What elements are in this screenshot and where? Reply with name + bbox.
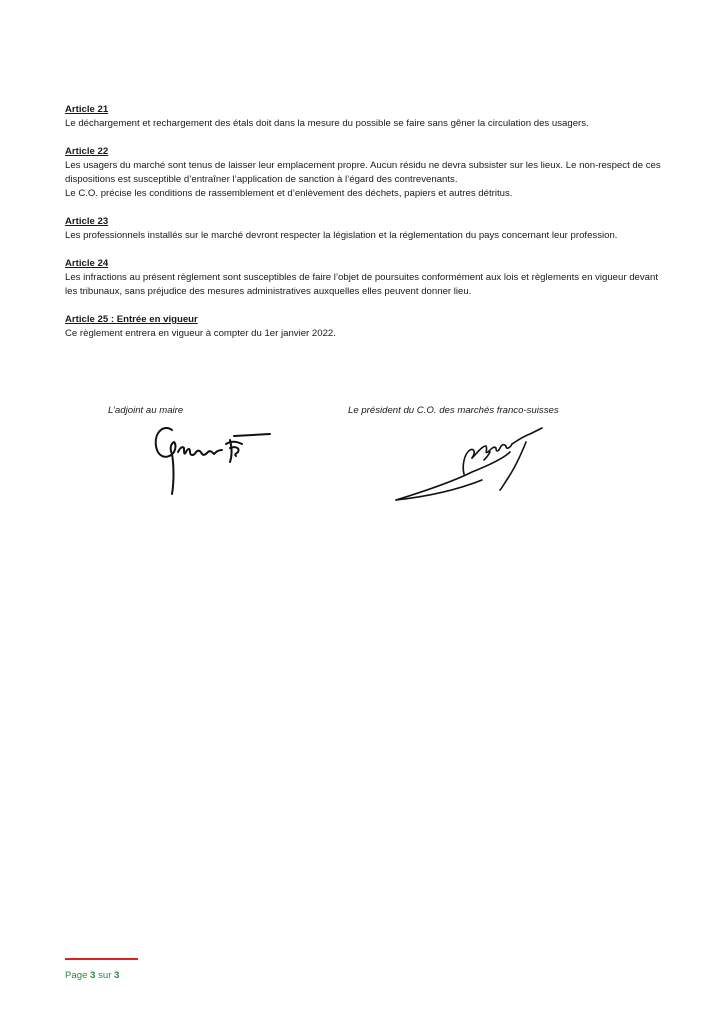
president-signature [392, 422, 552, 512]
article-text: Les usagers du marché sont tenus de laisser leur emplacement propre. Aucun résidu ne devra subsister sur les lieux. Le non-respect de ces dispositions est susceptible d’entraîner l’application de sanction à l’égard des contrevenants. [65, 160, 661, 185]
article-title: Article 23 [65, 216, 109, 227]
total-pages: 3 [114, 970, 120, 981]
article-title: Article 21 [65, 104, 109, 115]
deputy-mayor-signature [150, 422, 275, 502]
article-23 [65, 215, 661, 243]
signature-block [0, 402, 724, 512]
current-page: 3 [90, 970, 96, 981]
of-word: sur [98, 970, 112, 981]
article-24 [65, 257, 661, 299]
page-word: Page [65, 970, 88, 981]
article-21 [65, 103, 661, 131]
page-footer [65, 958, 265, 983]
document-body [65, 103, 661, 355]
footer-divider [65, 958, 138, 960]
page-number [65, 969, 265, 983]
article-text: Les infractions au présent règlement sont susceptibles de faire l’objet de poursuites conformément aux lois et règlements en vigueur devant les tribunaux, sans préjudice des mesures administratives auxquelles elles peuvent donner lieu. [65, 272, 659, 297]
article-text: Ce règlement entrera en vigueur à compter du 1er janvier 2022. [65, 328, 336, 339]
deputy-mayor-label: L’adjoint au maire [108, 405, 184, 416]
article-text: Le déchargement et rechargement des étals doit dans la mesure du possible se faire sans gêner la circulation des usagers. [65, 118, 589, 129]
president-label: Le président du C.O. des marchés franco-suisses [348, 405, 559, 416]
article-25 [65, 313, 661, 341]
article-text: Le C.O. précise les conditions de rassemblement et d’enlèvement des déchets, papiers et autres détritus. [65, 188, 513, 199]
article-title: Article 25 : Entrée en vigueur [65, 314, 198, 325]
article-title: Article 22 [65, 146, 109, 157]
article-22 [65, 145, 661, 201]
article-text: Les professionnels installés sur le marché devront respecter la législation et la réglementation du pays concernant leur profession. [65, 230, 618, 241]
article-title: Article 24 [65, 258, 109, 269]
